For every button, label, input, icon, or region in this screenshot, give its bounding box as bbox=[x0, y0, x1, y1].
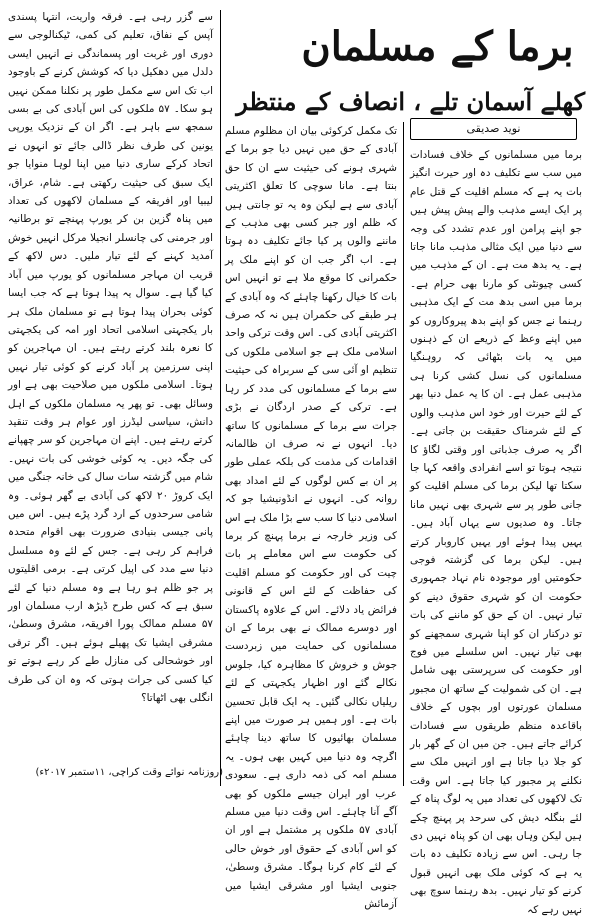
column-middle bbox=[225, 122, 397, 911]
column-middle-text: تک مکمل کرکوئی بیان ان مظلوم مسلم آبادی کے حق میں نہیں دیا جو برما کے شہری ہونے کی حیثیت سے ان کا حق بنتا ہے۔ مانا سوچی کا تعلق اکثریتی آبادی سے ہے لیکن وہ یہ تو جانتی ہیں کہ ظلم اور جبر کسی بھی مذہب کے ماننے والوں پر کیا جائے تکلیف دہ ہوتا ہے۔ اب اگر جب ان کو اپنے ملک پر حکمرانی کا موقع ملا ہے تو انہیں اس بات کا خیال رکھنا چاہئے کہ وہ آبادی کے ہر طبقے کی حکمران ہیں نہ کہ صرف اکثریتی آبادی کی۔ اس وقت ترکی واحد اسلامی ملک ہے جو اسلامی ملکوں کی تنظیم او آئی سی کے سربراہ کی حیثیت سے برما کے مسلمانوں کی مدد کر رہا ہے۔ ترکی کے صدر اردگان نے بڑی جرات سے برما کے مسلمانوں کا ساتھ دیا۔ انہوں نے نہ صرف ان ظالمانہ اقدامات کی مذمت کی بلکہ عملی طور پر ان بے کس لوگوں کے لئے امداد بھی روانہ کی۔ انہوں نے انڈونیشیا جو کہ اسلامی دنیا کا سب سے بڑا ملک ہے اس کی وزیر خارجہ نے برما پہنچ کر برما کی حکومت سے اس معاملے پر بات چیت کی اور حکومت کو مسلم اقلیت کی حفاظت کے لئے اس کے قانونی فرائض یاد دلائے۔ اس کے علاوہ پاکستان اور دوسرے ممالک نے بھی برما کے ان مسلمانوں کی حمایت میں زبردست جوش و خروش کا مظاہرہ کیا، جلوس نکالے گئے اور اظہار یکجہتی کے لئے ریلیاں نکالی گئیں۔ یہ ایک قابل تحسین بات ہے۔ اور ہمیں ہر صورت میں اپنے مسلمان بھائیوں کا ساتھ دینا چاہئے اگرچہ وہ دنیا میں کہیں بھی ہوں۔ یہ مسلم امہ کی ذمہ داری ہے۔ سعودی عرب اور ایران جیسے ملکوں کو بھی آگے آنا چاہئے۔ اس وقت دنیا میں مسلم آبادی ۵۷ ملکوں پر مشتمل ہے اور ان کو اس آبادی کے حقوق اور خوش حالی کے لئے کام کرنا ہوگا۔ مشرق وسطیٰ، جنوبی ایشیا اور مشرقی ایشیا میں آزمائش bbox=[225, 125, 397, 911]
author-byline: نوید صدیقی bbox=[410, 118, 577, 140]
column-divider-right bbox=[403, 122, 404, 786]
column-left-text: سے گزر رہی ہے۔ فرقہ واریت، انتہا پسندی آپس کے نفاق، تعلیم کی کمی، ٹیکنالوجی سے دوری اور غربت اور پسماندگی نے انہیں ایسی دلدل میں دھکیل دیا کہ کوشش کرنے کے باوجود اب تک اس سے مکمل طور پر نکلنا ممکن نہیں ہو سکا۔ ۵۷ ملکوں کی اس آبادی کی بے بسی سمجھ سے باہر ہے۔ اگر ان کے نزدیک یورپی یونین کی طرف نظر ڈالی جائے تو انہوں نے اتحاد کرکے ساری دنیا میں اپنا لوہا منوایا جو ایک سبق کی حیثیت رکھتی ہے۔ شام، عراق، لیبیا اور افریقہ کے مسلمان لاکھوں کی تعداد میں پناہ گزین بن کر یورپ پہنچے تو برطانیہ اور جرمنی کی چانسلر انجیلا مرکل انہیں خوش آمدید کہنے کے لئے تیار ملیں۔ دس لاکھ کے قریب ان مہاجر مسلمانوں کو یورپ میں آباد کیا گیا ہے۔ سوال یہ پیدا ہوتا ہے کہ جب ایسا کوئی بحران پیدا ہوتا ہے تو مسلمان ملک ہر بار یکجہتی اسلامی اتحاد اور امہ کی یکجہتی کا نعرہ بلند کرتے رہتے ہیں۔ ان مہاجرین کو اپنی سرزمین پر آباد کرنے کو کوئی تیار نہیں ہوتا۔ اسلامی ملکوں میں صلاحیت بھی ہے اور وسائل بھی۔ تو پھر یہ مسلمان ملکوں کے اہل دانش، سیاسی لیڈرز اور عوام ہر وقت تنقید کرتے رہتے ہیں۔ اپنے ان مہاجرین کو سر چھپانے کی جگہ دیں۔ یہ کوئی خوشی کی بات نہیں۔ شام میں گزشتہ سات سال کی خانہ جنگی میں ایک کروڑ ۲۰ لاکھ کی آبادی بے گھر ہوئی۔ وہ شامی سرحدوں کے ارد گرد پڑے ہیں۔ اس میں پانی جیسی بنیادی ضرورت بھی اقوام متحدہ فراہم کر رہی ہے۔ جس کے لئے وہ مسلسل دنیا سے مدد کی اپیل کرتی ہے۔ برمی اقلیتوں پر جو ظلم ہو رہا ہے وہ مسلم دنیا کے لئے سبق ہے کہ کس طرح ڈیڑھ ارب مسلمان اور ۵۷ مسلم ممالک پورا افریقہ، مشرق وسطیٰ، مشرقی ایشیا تک پھیلے ہوئے ہیں۔ اگر ترقی اور خوشحالی کی منازل طے کر رہے ہوتے تو کیا کسی کی جرات ہوتی کہ وہ ان کی طرف انگلی بھی اٹھاتا؟ bbox=[8, 11, 213, 705]
column-left bbox=[8, 8, 213, 760]
column-right bbox=[410, 146, 582, 916]
article-headline: برما کے مسلمان bbox=[301, 23, 574, 70]
source-citation: (روزنامہ نوائے وقت کراچی، ۱۱ستمبر ۲۰۱۷ء) bbox=[35, 767, 223, 778]
column-right-text: برما میں مسلمانوں کے خلاف فسادات میں سب سے تکلیف دہ اور حیرت انگیز بات یہ ہے کہ مسلم اقلیت کے قتل عام پر ایک ایسے مذہب والے پیش پیش ہیں جو اپنے پرامن اور عدم تشدد کی وجہ سے دنیا میں ایک مثالی مذہب مانا جاتا ہے۔ یہ بدھ مت ہے۔ ان کے مذہب میں کسی چیونٹی کو مارنا بھی حرام ہے۔ برما میں اسی بدھ مت کے ایک مذہبی رہنما نے جس کو اپنے بدھ پیروکاروں کو میں اپنے وعظ کے ذریعے ان کے ذہنوں میں یہ بات بٹھائی کہ روہنگیا مسلمانوں کی نسل کشی کرنا ہی مذہبی عمل ہے۔ ان کا یہ عمل دنیا بھر کے لئے حیرت اور خود اس مذہب والوں کے لئے شرمناک حقیقت بن جاتی ہے۔ اگر یہ صرف جذباتی اور وقتی لگاؤ کا نتیجہ ہوتا تو اسے انفرادی واقعہ کہا جا سکتا تھا لیکن برما کی مسلم اقلیت کو جانی طور پر سے شہری بھی نہیں مانا جاتا۔ وہ صدیوں سے یہاں آباد ہیں۔ یہیں پیدا ہوئے اور یہیں کاروبار کرتے ہیں۔ لیکن برما کی گزشتہ فوجی حکومتیں اور موجودہ نام نہاد جمہوری حکومت ان کو شہری حقوق دینے کو تیار نہیں۔ ان کے حق کو ماننے کی بات تو درکنار ان کو اپنا شہری سمجھنے کو بھی تیار نہیں۔ اس سلسلے میں فوج اور حکومت کی سرپرستی بھی شامل ہے۔ ان کی شمولیت کے ساتھ ان مجبور مسلمان عورتوں اور بچوں کے خلاف باقاعدہ منظم طریقوں سے فسادات کرائے جاتے ہیں۔ جن میں ان کے گھر بار کو جلا دیا جاتا ہے اور انہیں ملک سے نکلنے پر مجبور کیا جاتا ہے۔ اس وقت تک لاکھوں کی تعداد میں یہ لوگ پناہ کے لئے بنگلہ دیش کی سرحد پر پہنچ چکے ہیں لیکن وہاں بھی ان کو پناہ نہیں دی جا رہی۔ اس سے زیادہ تکلیف دہ بات یہ ہے کہ کوئی ملک بھی انہیں قبول کرنے کو تیار نہیں۔ بدھ رہنما سوچ بھی نہیں رہے کہ bbox=[410, 149, 582, 916]
article-subheadline: کھلے آسمان تلے ، انصاف کے منتظر bbox=[236, 87, 585, 116]
column-divider-left bbox=[220, 10, 221, 786]
